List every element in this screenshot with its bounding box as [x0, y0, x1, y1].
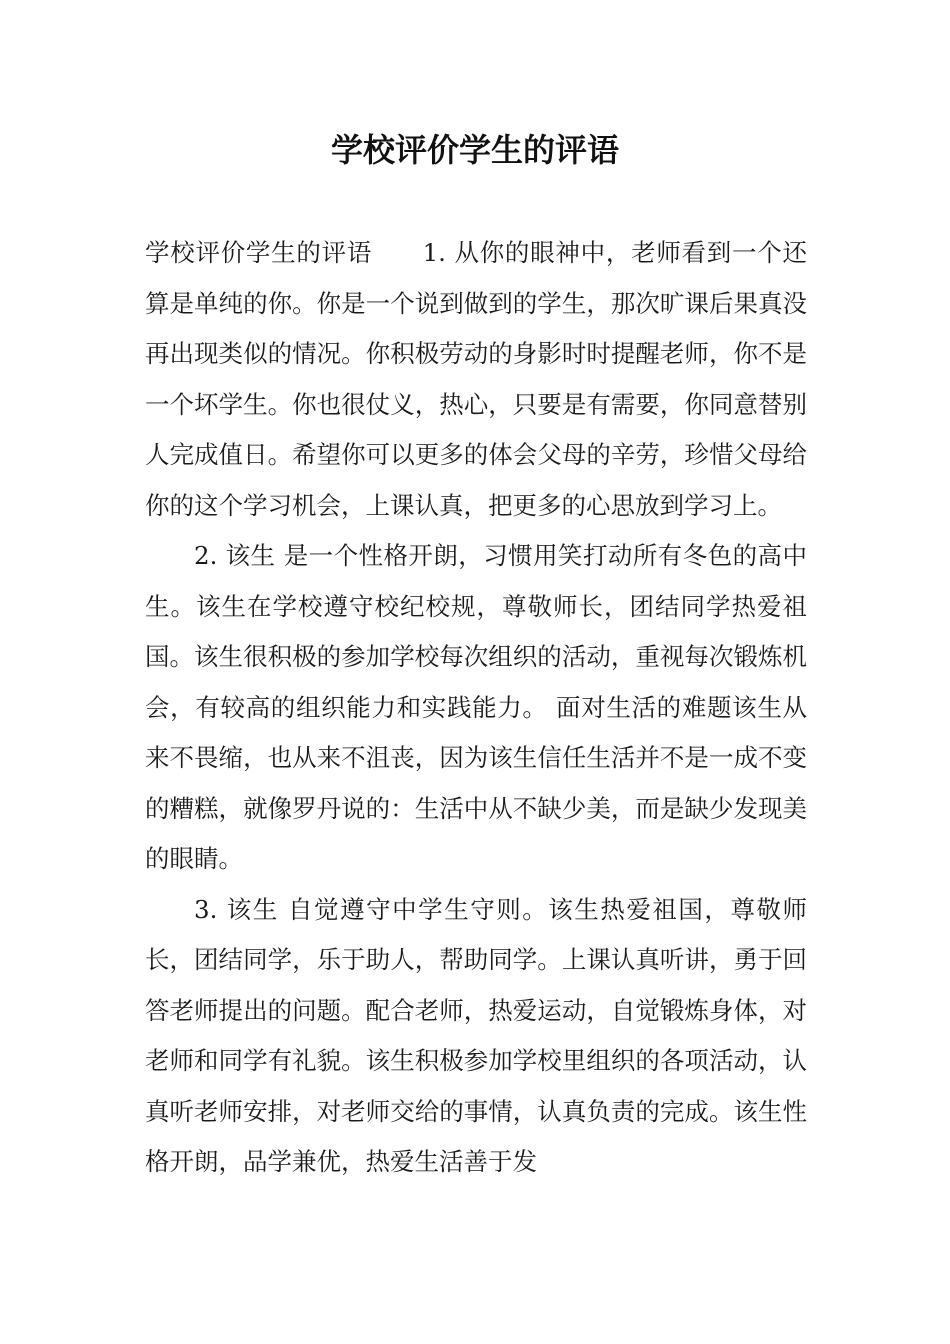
document-title: 学校评价学生的评语 — [330, 131, 619, 169]
paragraph-3: 3. 该生 自觉遵守中学生守则。该生热爱祖国，尊敬师长，团结同学，乐于助人，帮助同学。上课认真听讲，勇于回答老师提出的问题。配合老师，热爱运动，自觉锻炼身体，对老师和同学有礼貌。该生积极参加学校里组织的各项活动，认真听老师安排，对老师交给的事情，认真负责的完成。该生性格开朗，品学兼优，热爱生活善于发 — [145, 894, 807, 1176]
paragraph-2: 2. 该生 是一个性格开朗，习惯用笑打动所有冬色的高中生。该生在学校遵守校纪校规，尊敬师长，团结同学热爱祖国。该生很积极的参加学校每次组织的活动，重视每次锻炼机会，有较高的组织能力和实践能力。 面对生活的难题该生从来不畏缩，也从来不沮丧，因为该生信任生活并不是一成不变的糟糕，就像罗丹说的：生活中从不缺少美，而是缺少发现美的眼睛。 — [145, 541, 807, 873]
paragraph-1: 学校评价学生的评语 1. 从你的眼神中，老师看到一个还算是单纯的你。你是一个说到做到的学生，那次旷课后果真没再出现类似的情况。你积极劳动的身影时时提醒老师，你不是一个坏学生。你也很仗义，热心，只要是有需要，你同意替别人完成值日。希望你可以更多的体会父母的辛劳，珍惜父母给你的这个学习机会，上课认真，把更多的心思放到学习上。 — [145, 238, 807, 520]
document-body — [145, 228, 807, 1188]
